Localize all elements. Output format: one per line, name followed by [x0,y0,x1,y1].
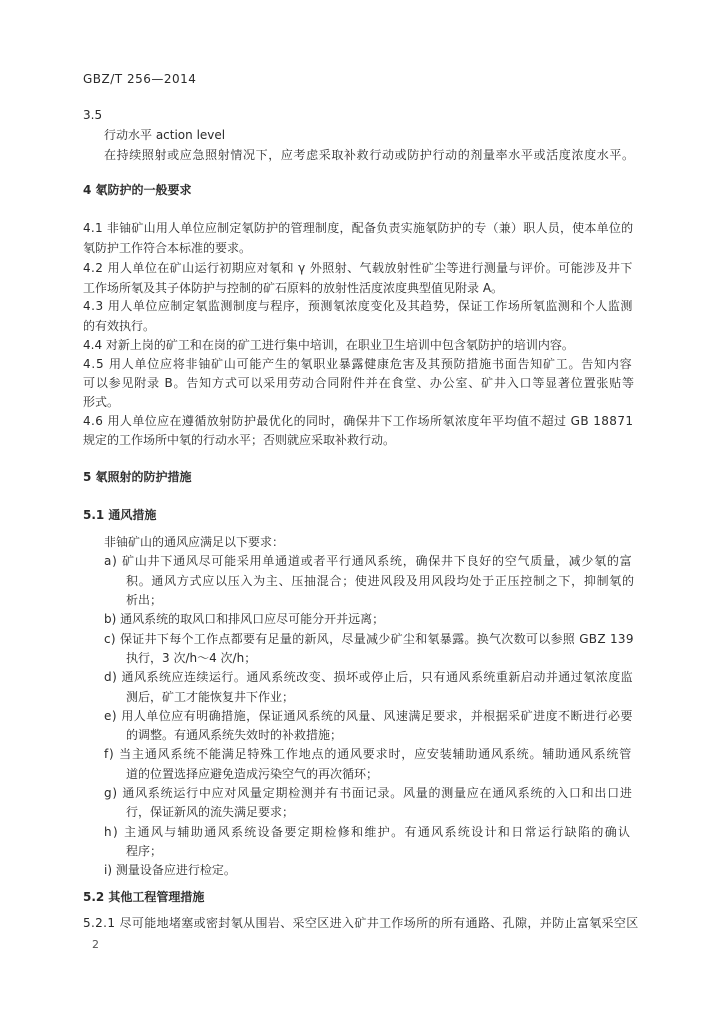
list-item-continuation: 析出； [126,593,163,607]
clause-text: 5.2.1 尽可能地堵塞或密封氡从围岩、采空区进入矿井工作场所的所有通路、孔隙，并防止富氡采空区 [83,916,639,930]
page-number: 2 [92,938,99,951]
list-item-continuation: 测后，矿工才能恢复井下作业； [126,690,295,704]
clause-text: 4.1 非铀矿山用人单位应制定氡防护的管理制度，配备负责实施氡防护的专（兼）职人员，使本单位的 [83,221,634,235]
list-item-continuation: 的调整。有通风系统失效时的补救措施； [126,728,343,742]
clause-text: 氡防护工作符合本标准的要求。 [83,241,252,255]
list-item: i) 测量设备应进行检定。 [104,863,236,877]
term-definition: 在持续照射或应急照射情况下，应考虑采取补救行动或防护行动的剂量率水平或活度浓度水平。 [104,148,635,162]
clause-text: 4.6 用人单位应在遵循放射防护最优化的同时，确保井下工作场所氡浓度年平均值不超过 GB 18871 [83,414,634,428]
list-item-continuation: 行，保证新风的流失满足要求； [126,805,295,819]
list-item-continuation: 执行，3 次/h～4 次/h； [126,651,257,665]
paragraph-text: 非铀矿山的通风应满足以下要求： [104,535,285,549]
list-item: a) 矿山井下通风尽可能采用单通道或者平行通风系统，确保井下良好的空气质量，减少氡的富 [104,554,633,568]
subsection-heading: 5.2 其他工程管理措施 [83,890,205,904]
list-item: e) 用人单位应有明确措施，保证通风系统的风量、风速满足要求，并根据采矿进度不断进行必要 [104,709,633,723]
clause-text: 4.3 用人单位应制定氡监测制度与程序，预测氡浓度变化及其趋势，保证工作场所氡监测和个人监测 [83,299,633,313]
list-item: c) 保证井下每个工作点都要有足量的新风，尽量减少矿尘和氡暴露。换气次数可以参照 GBZ 139 [104,632,634,646]
list-item: b) 通风系统的取风口和排风口应尽可能分开并远离； [104,612,385,626]
clause-text: 规定的工作场所中氡的行动水平；否则就应采取补救行动。 [83,433,396,447]
section-heading: 5 氡照射的防护措施 [83,470,192,484]
term: 行动水平 action level [104,128,226,142]
clause-text: 4.5 用人单位应将非铀矿山可能产生的氡职业暴露健康危害及其预防措施书面告知矿工。告知内容 [83,357,633,371]
clause-text: 工作场所氡及其子体防护与控制的矿石原料的放射性活度浓度典型值见附录 A。 [83,281,504,295]
clause-text: 形式。 [83,395,120,409]
list-item-continuation: 程序； [126,844,163,858]
document-code: GBZ/T 256—2014 [83,72,197,86]
section-heading: 4 氡防护的一般要求 [83,183,192,197]
list-item: h) 主通风与辅助通风系统设备要定期检修和维护。有通风系统设计和日常运行缺陷的确认 [104,825,632,839]
clause-text: 4.2 用人单位在矿山运行初期应对氡和 γ 外照射、气载放射性矿尘等进行测量与评价。可能涉及井下 [83,261,633,275]
list-item: f) 当主通风系统不能满足特殊工作地点的通风要求时，应安装辅助通风系统。辅助通风系统管 [104,747,633,761]
list-item: d) 通风系统应连续运行。通风系统改变、损坏或停止后，只有通风系统重新启动并通过氡浓度监 [104,670,634,684]
clause-text: 的有效执行。 [83,319,156,333]
clause-text: 4.4 对新上岗的矿工和在岗的矿工进行集中培训，在职业卫生培训中包含氡防护的培训内容。 [83,338,574,352]
list-item-continuation: 积。通风方式应以压入为主、压抽混合；使进风段及用风段均处于正压控制之下，抑制氡的 [126,574,635,588]
clause-number: 3.5 [83,108,103,122]
clause-text: 可以参见附录 B。告知方式可以采用劳动合同附件并在食堂、办公室、矿井入口等显著位置张贴等 [83,376,635,390]
list-item-continuation: 道的位置选择应避免造成污染空气的再次循环； [126,767,379,781]
subsection-heading: 5.1 通风措施 [83,508,157,522]
list-item: g) 通风系统运行中应对风量定期检测并有书面记录。风量的测量应在通风系统的入口和出口进 [104,786,633,800]
